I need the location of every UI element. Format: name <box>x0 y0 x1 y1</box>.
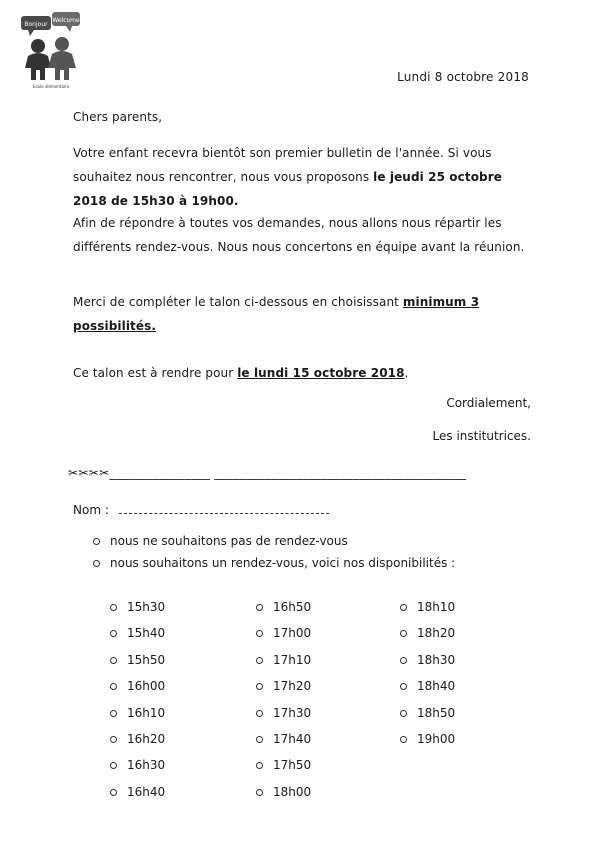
paragraph-deadline-text: Ce talon est à rendre pour <box>73 366 238 380</box>
radio-circle-icon[interactable] <box>110 630 117 637</box>
minimum-choices: minimum 3 possibilités. <box>73 295 480 333</box>
radio-circle-icon[interactable] <box>256 789 263 796</box>
radio-circle-icon[interactable] <box>110 710 117 717</box>
time-slot[interactable] <box>400 598 455 624</box>
time-slot-label: 17h30 <box>273 705 312 720</box>
paragraph-intro-text: Votre enfant recevra bientôt son premier bulletin de l'année. Si vous souhaitez nous rencontrer, nous vous proposons <box>73 146 492 184</box>
time-slot-label: 15h50 <box>127 652 166 667</box>
radio-circle-icon[interactable] <box>256 657 263 664</box>
logo-caption: Ecole élémentaire <box>32 84 70 89</box>
cut-line: ✂✂✂✂________________ ________________________________________ <box>68 466 467 480</box>
time-slot-label: 15h30 <box>127 600 166 614</box>
time-slot[interactable] <box>256 730 311 756</box>
time-slot[interactable] <box>110 677 165 703</box>
greeting: Chers parents, <box>73 110 163 124</box>
radio-circle-icon[interactable] <box>110 762 117 769</box>
deadline-date: le lundi 15 octobre 2018 <box>237 366 405 380</box>
time-slot-label: 19h00 <box>417 731 456 746</box>
radio-circle-icon[interactable] <box>110 683 117 690</box>
time-slot[interactable] <box>256 677 311 703</box>
radio-circle-icon[interactable] <box>400 736 407 743</box>
bubble-right-text: Welcome <box>52 17 80 24</box>
time-slot-label: 18h00 <box>273 784 312 799</box>
time-slot[interactable] <box>110 624 165 650</box>
closing: Cordialement, <box>446 396 531 410</box>
radio-circle-icon[interactable] <box>110 657 117 664</box>
time-slot-label: 18h30 <box>417 652 456 667</box>
time-slot-label: 18h20 <box>417 626 456 641</box>
radio-circle-icon[interactable] <box>93 538 100 545</box>
signature: Les institutrices. <box>432 429 531 443</box>
bubble-left-text: Bonjour <box>24 21 48 28</box>
time-slot-label: 17h00 <box>273 626 312 641</box>
radio-circle-icon[interactable] <box>400 657 407 664</box>
time-slot-label: 18h40 <box>417 679 456 694</box>
meeting-date: le jeudi 25 octobre 2018 de 15h30 à 19h00. <box>73 170 502 208</box>
time-slot-label: 17h10 <box>273 652 312 667</box>
radio-circle-icon[interactable] <box>256 762 263 769</box>
time-slot-label: 17h40 <box>273 731 312 746</box>
letter-date: Lundi 8 octobre 2018 <box>397 70 529 84</box>
time-slot-label: 16h50 <box>273 600 312 614</box>
time-slot[interactable] <box>400 624 455 650</box>
time-slot-label: 16h20 <box>127 731 166 746</box>
time-slot[interactable] <box>400 704 455 730</box>
name-label: Nom : <box>73 503 109 517</box>
school-logo <box>18 12 84 90</box>
option-no-meeting-label: nous ne souhaitons pas de rendez-vous <box>110 534 348 548</box>
paragraph-organisation: Afin de répondre à toutes vos demandes, nous allons nous répartir les différents rendez-vous. Nous nous concertons en équipe avant la réunion. <box>73 216 525 254</box>
time-slot[interactable] <box>110 704 165 730</box>
time-slot[interactable] <box>256 704 311 730</box>
time-slot[interactable] <box>400 651 455 677</box>
time-slot-label: 16h40 <box>127 784 166 799</box>
time-slot-label: 17h20 <box>273 679 312 694</box>
radio-circle-icon[interactable] <box>400 604 407 611</box>
time-slot[interactable] <box>110 651 165 677</box>
time-slot[interactable] <box>256 598 311 624</box>
option-meeting[interactable] <box>93 556 455 570</box>
radio-circle-icon[interactable] <box>110 604 117 611</box>
time-slot[interactable] <box>110 783 165 809</box>
slots-column-1 <box>110 598 165 809</box>
radio-circle-icon[interactable] <box>256 630 263 637</box>
radio-circle-icon[interactable] <box>256 710 263 717</box>
time-slot-label: 18h50 <box>417 705 456 720</box>
radio-circle-icon[interactable] <box>400 710 407 717</box>
time-slot[interactable] <box>256 624 311 650</box>
radio-circle-icon[interactable] <box>400 630 407 637</box>
paragraph-intro <box>73 141 533 213</box>
name-field[interactable] <box>119 502 329 514</box>
name-row <box>73 502 329 517</box>
slots-column-3 <box>400 598 455 756</box>
time-slot[interactable] <box>110 756 165 782</box>
time-slot-label: 16h00 <box>127 679 166 694</box>
time-slot-label: 18h10 <box>417 600 456 614</box>
time-slot[interactable] <box>400 677 455 703</box>
paragraph-instructions <box>73 290 533 338</box>
time-slot-label: 17h50 <box>273 758 312 773</box>
time-slot-label: 16h10 <box>127 705 166 720</box>
time-slot[interactable] <box>110 730 165 756</box>
time-slot-label: 16h30 <box>127 758 166 773</box>
time-slot[interactable] <box>256 783 311 809</box>
radio-circle-icon[interactable] <box>110 736 117 743</box>
children-logo-icon <box>18 12 84 90</box>
time-slot[interactable] <box>400 730 455 756</box>
time-slot[interactable] <box>256 756 311 782</box>
radio-circle-icon[interactable] <box>256 604 263 611</box>
radio-circle-icon[interactable] <box>256 736 263 743</box>
radio-circle-icon[interactable] <box>256 683 263 690</box>
deadline-period: . <box>404 366 409 380</box>
radio-circle-icon[interactable] <box>400 683 407 690</box>
time-slot-label: 15h40 <box>127 626 166 641</box>
option-no-meeting[interactable] <box>93 534 348 548</box>
time-slot[interactable] <box>110 598 165 624</box>
radio-circle-icon[interactable] <box>93 560 100 567</box>
option-meeting-label: nous souhaitons un rendez-vous, voici nos disponibilités : <box>110 556 456 570</box>
slots-column-2 <box>256 598 311 809</box>
radio-circle-icon[interactable] <box>110 789 117 796</box>
time-slot[interactable] <box>256 651 311 677</box>
paragraph-instructions-text: Merci de compléter le talon ci-dessous en choisissant <box>73 295 403 309</box>
paragraph-deadline <box>73 361 533 385</box>
